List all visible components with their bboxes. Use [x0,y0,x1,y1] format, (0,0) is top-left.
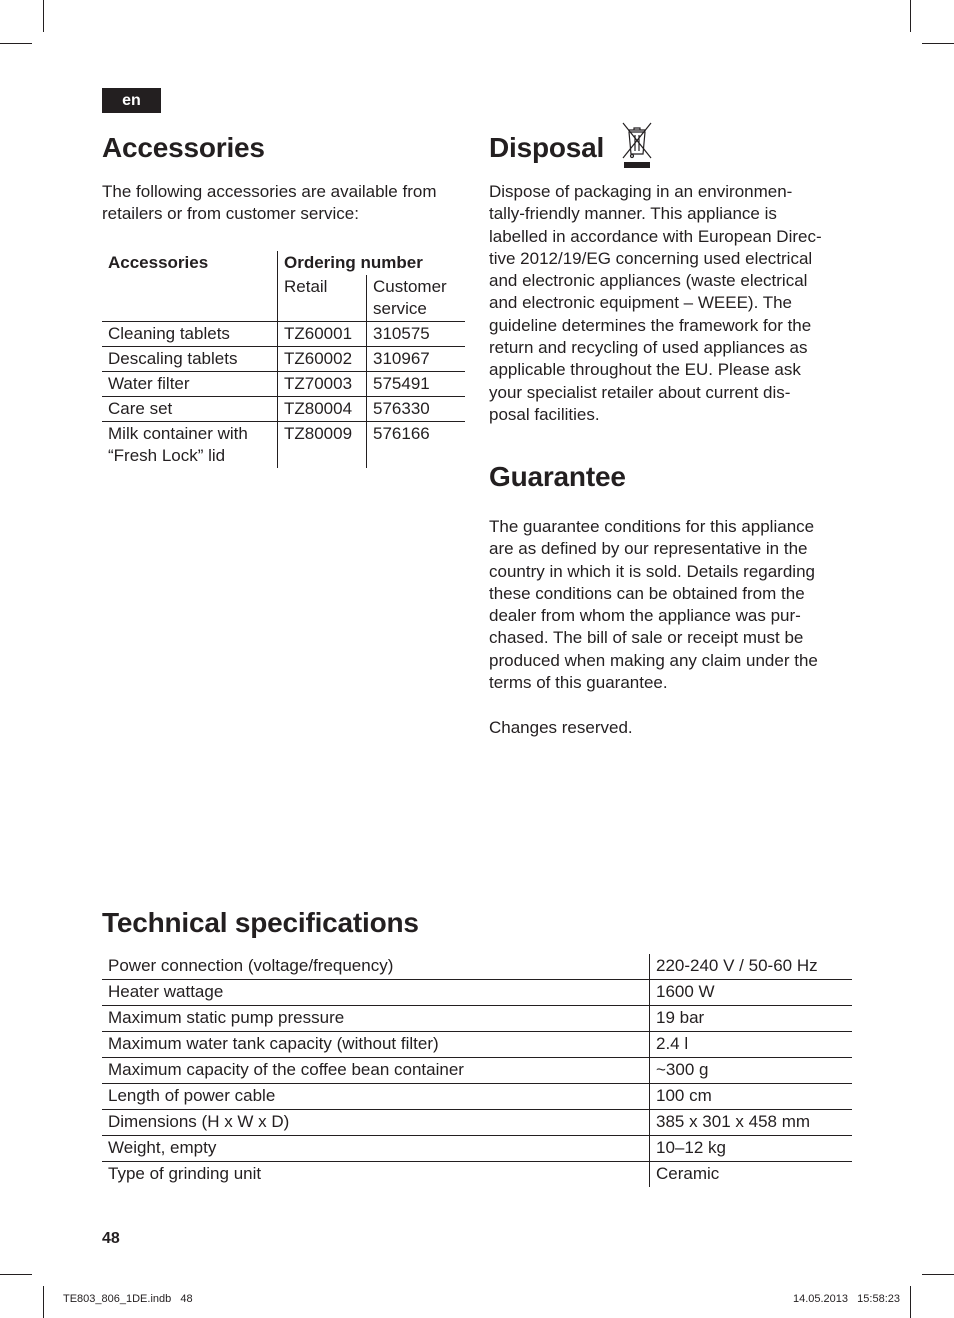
disposal-text: Dispose of packaging in an environmen- tally-friendly manner. This appliance is labelled in accordance with European Direc- tive 2012/19/EG concerning used electrical and electronic appliances (waste electrical and electronic equipment – WEEE). The guideline determines the framework for the return and recycling of used appliances as applicable throughout the EU. Please ask your specialist retailer about current dis- posal facilities. [489,182,822,424]
accessory-name: Milk container with “Fresh Lock” lid [102,422,278,469]
accessories-title: Accessories [102,132,265,163]
crop-mark [43,0,44,32]
spec-value: 1600 W [650,980,853,1006]
col-header-retail: Retail [278,275,367,322]
service-number: 310967 [367,347,466,372]
spec-label: Maximum capacity of the coffee bean container [102,1058,650,1084]
retail-number: TZ60002 [278,347,367,372]
crop-mark [910,0,911,32]
spec-value: 385 x 301 x 458 mm [650,1110,853,1136]
spec-label: Maximum water tank capacity (without filter) [102,1032,650,1058]
col-header-ordering-number: Ordering number [278,251,466,275]
guarantee-title: Guarantee [489,461,626,492]
spec-label: Dimensions (H x W x D) [102,1110,650,1136]
accessory-name: Cleaning tablets [102,322,278,347]
retail-number: TZ60001 [278,322,367,347]
table-row [102,422,465,469]
spec-value: ~300 g [650,1058,853,1084]
table-row [102,954,852,980]
table-row [102,322,465,347]
spec-value: Ceramic [650,1162,853,1188]
col-header-customer-service: Customer service [367,275,466,322]
table-row [102,1032,852,1058]
guarantee-text: The guarantee conditions for this appliance are as defined by our representative in the country in which it is sold. Details regarding these conditions can be obtained from the dealer from whom the appliance was pur- chased. The bill of sale or receipt must be produced when making any claim under the terms of this guarantee. [489,517,818,693]
col-header-accessories: Accessories [108,253,209,272]
crop-mark [922,43,954,44]
table-row [102,1110,852,1136]
table-row [102,1006,852,1032]
table-row [102,1136,852,1162]
table-row [102,372,465,397]
spec-label: Length of power cable [102,1084,650,1110]
service-number: 310575 [367,322,466,347]
table-row [102,347,465,372]
retail-number: TZ70003 [278,372,367,397]
spec-value: 10–12 kg [650,1136,853,1162]
accessory-name: Descaling tablets [102,347,278,372]
tech-specs-title: Technical specifications [102,907,419,938]
accessory-name: Water filter [102,372,278,397]
spec-value: 100 cm [650,1084,853,1110]
table-row [102,397,465,422]
changes-reserved: Changes reserved. [489,718,633,737]
disposal-title: Disposal [489,132,605,163]
footer-timestamp: 14.05.2013 15:58:23 [792,1293,900,1305]
crop-mark [0,43,32,44]
table-row [102,1162,852,1188]
spec-value: 19 bar [650,1006,853,1032]
tech-specs-table [102,954,852,1187]
service-number: 576166 [367,422,466,469]
service-number: 576330 [367,397,466,422]
crop-mark [43,1286,44,1318]
crossed-out-wheelie-bin-icon [620,122,654,170]
spec-label: Heater wattage [102,980,650,1006]
crop-mark [910,1286,911,1318]
language-tab: en [102,88,161,113]
spec-value: 220-240 V / 50-60 Hz [650,954,853,980]
page-number: 48 [102,1230,120,1247]
service-number: 575491 [367,372,466,397]
table-row [102,1084,852,1110]
accessories-intro: The following accessories are available from retailers or from customer service: [102,182,437,224]
retail-number: TZ80004 [278,397,367,422]
table-row [102,1058,852,1084]
footer-file-info: TE803_806_1DE.indb 48 [63,1293,193,1305]
table-row [102,980,852,1006]
retail-number: TZ80009 [278,422,367,469]
accessory-name: Care set [102,397,278,422]
spec-value: 2.4 l [650,1032,853,1058]
spec-label: Power connection (voltage/frequency) [108,956,394,975]
accessories-table [102,251,465,468]
spec-label: Type of grinding unit [102,1162,650,1188]
crop-mark [922,1274,954,1275]
spec-label: Weight, empty [102,1136,650,1162]
crop-mark [0,1274,32,1275]
spec-label: Maximum static pump pressure [102,1006,650,1032]
